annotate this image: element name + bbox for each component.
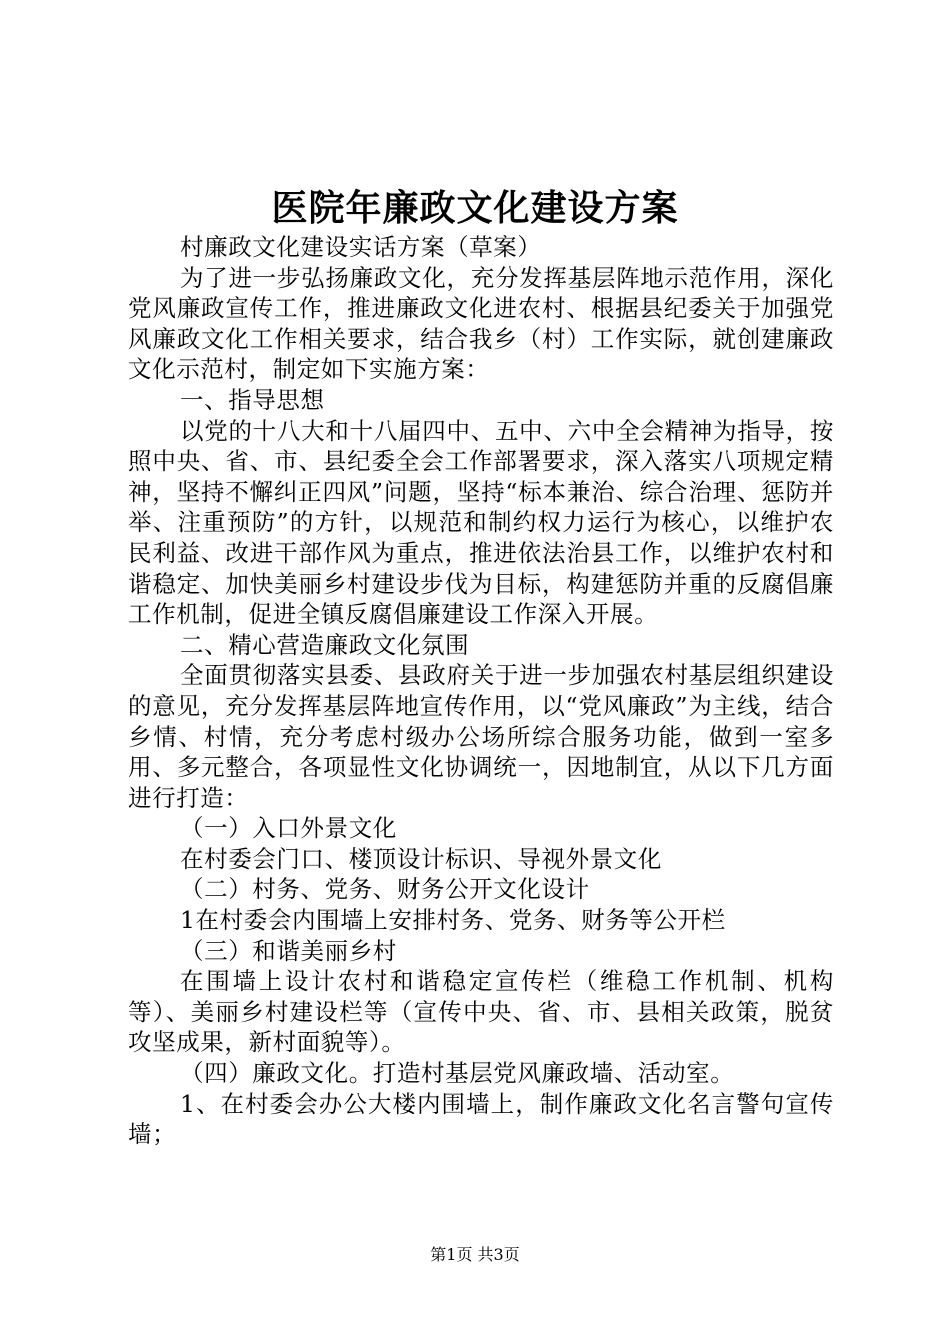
subheading-integrity-culture: （四）廉政文化。打造村基层党风廉政墙、活动室。 <box>180 1059 735 1088</box>
paragraph-intro: 为了进一步弘扬廉政文化，充分发挥基层阵地示范作用，深化党风廉政宣传工作，推进廉政文化进农村、根据县纪委关于加强党风廉政文化工作相关要求，结合我乡（村）工作实际，就创建廉政文化示范村，制定如下实施方案： <box>128 263 834 384</box>
paragraph-guiding-thought: 以党的十八大和十八届四中、五中、六中全会精神为指导，按照中央、省、市、县纪委全会工作部署要求，深入落实八项规定精神，坚持不懈纠正四风”问题，坚持“标本兼治、综合治理、惩防并举、注重预防”的方针，以规范和制约权力运行为核心，以维护农民利益、改进干部作风为重点，推进依法治县工作，以维护农村和谐稳定、加快美丽乡村建设步伐为目标，构建惩防并重的反腐倡廉工作机制，促进全镇反腐倡廉建设工作深入开展。 <box>128 416 834 629</box>
subheading-public-affairs: （二）村务、党务、财务公开文化设计 <box>180 875 590 904</box>
subheading-harmony: （三）和谐美丽乡村 <box>180 936 397 965</box>
heading-guiding-thought: 一、指导思想 <box>180 385 325 414</box>
document-title: 医院年廉政文化建设方案 <box>271 187 679 229</box>
paragraph-subtitle: 村廉政文化建设实话方案（草案） <box>180 233 542 261</box>
paragraph-atmosphere: 全面贯彻落实县委、县政府关于进一步加强农村基层组织建设的意见，充分发挥基层阵地宣传作用，以“党风廉政”为主线，结合乡情、村情，充分考虑村级办公场所综合服务功能，做到一室多用、多元整合，各项显性文化协调统一，因地制宜，从以下几方面进行打造： <box>128 661 834 812</box>
page-footer: 第1页 共3页 <box>430 1245 520 1264</box>
paragraph-harmony: 在围墙上设计农村和谐稳定宣传栏（维稳工作机制、机构等）、美丽乡村建设栏等（宣传中央、省、市、县相关政策，脱贫攻坚成果，新村面貌等）。 <box>128 967 834 1057</box>
paragraph-integrity-wall: 1、在村委会办公大楼内围墙上，制作廉政文化名言警句宣传墙； <box>128 1089 834 1149</box>
document-body <box>128 232 834 1150</box>
subheading-entrance: （一）入口外景文化 <box>180 814 397 843</box>
paragraph-entrance: 在村委会门口、楼顶设计标识、导视外景文化 <box>180 844 662 873</box>
heading-atmosphere: 二、精心营造廉政文化氛围 <box>180 630 470 659</box>
paragraph-public-affairs: 1在村委会内围墙上安排村务、党务、财务等公开栏 <box>180 906 726 935</box>
